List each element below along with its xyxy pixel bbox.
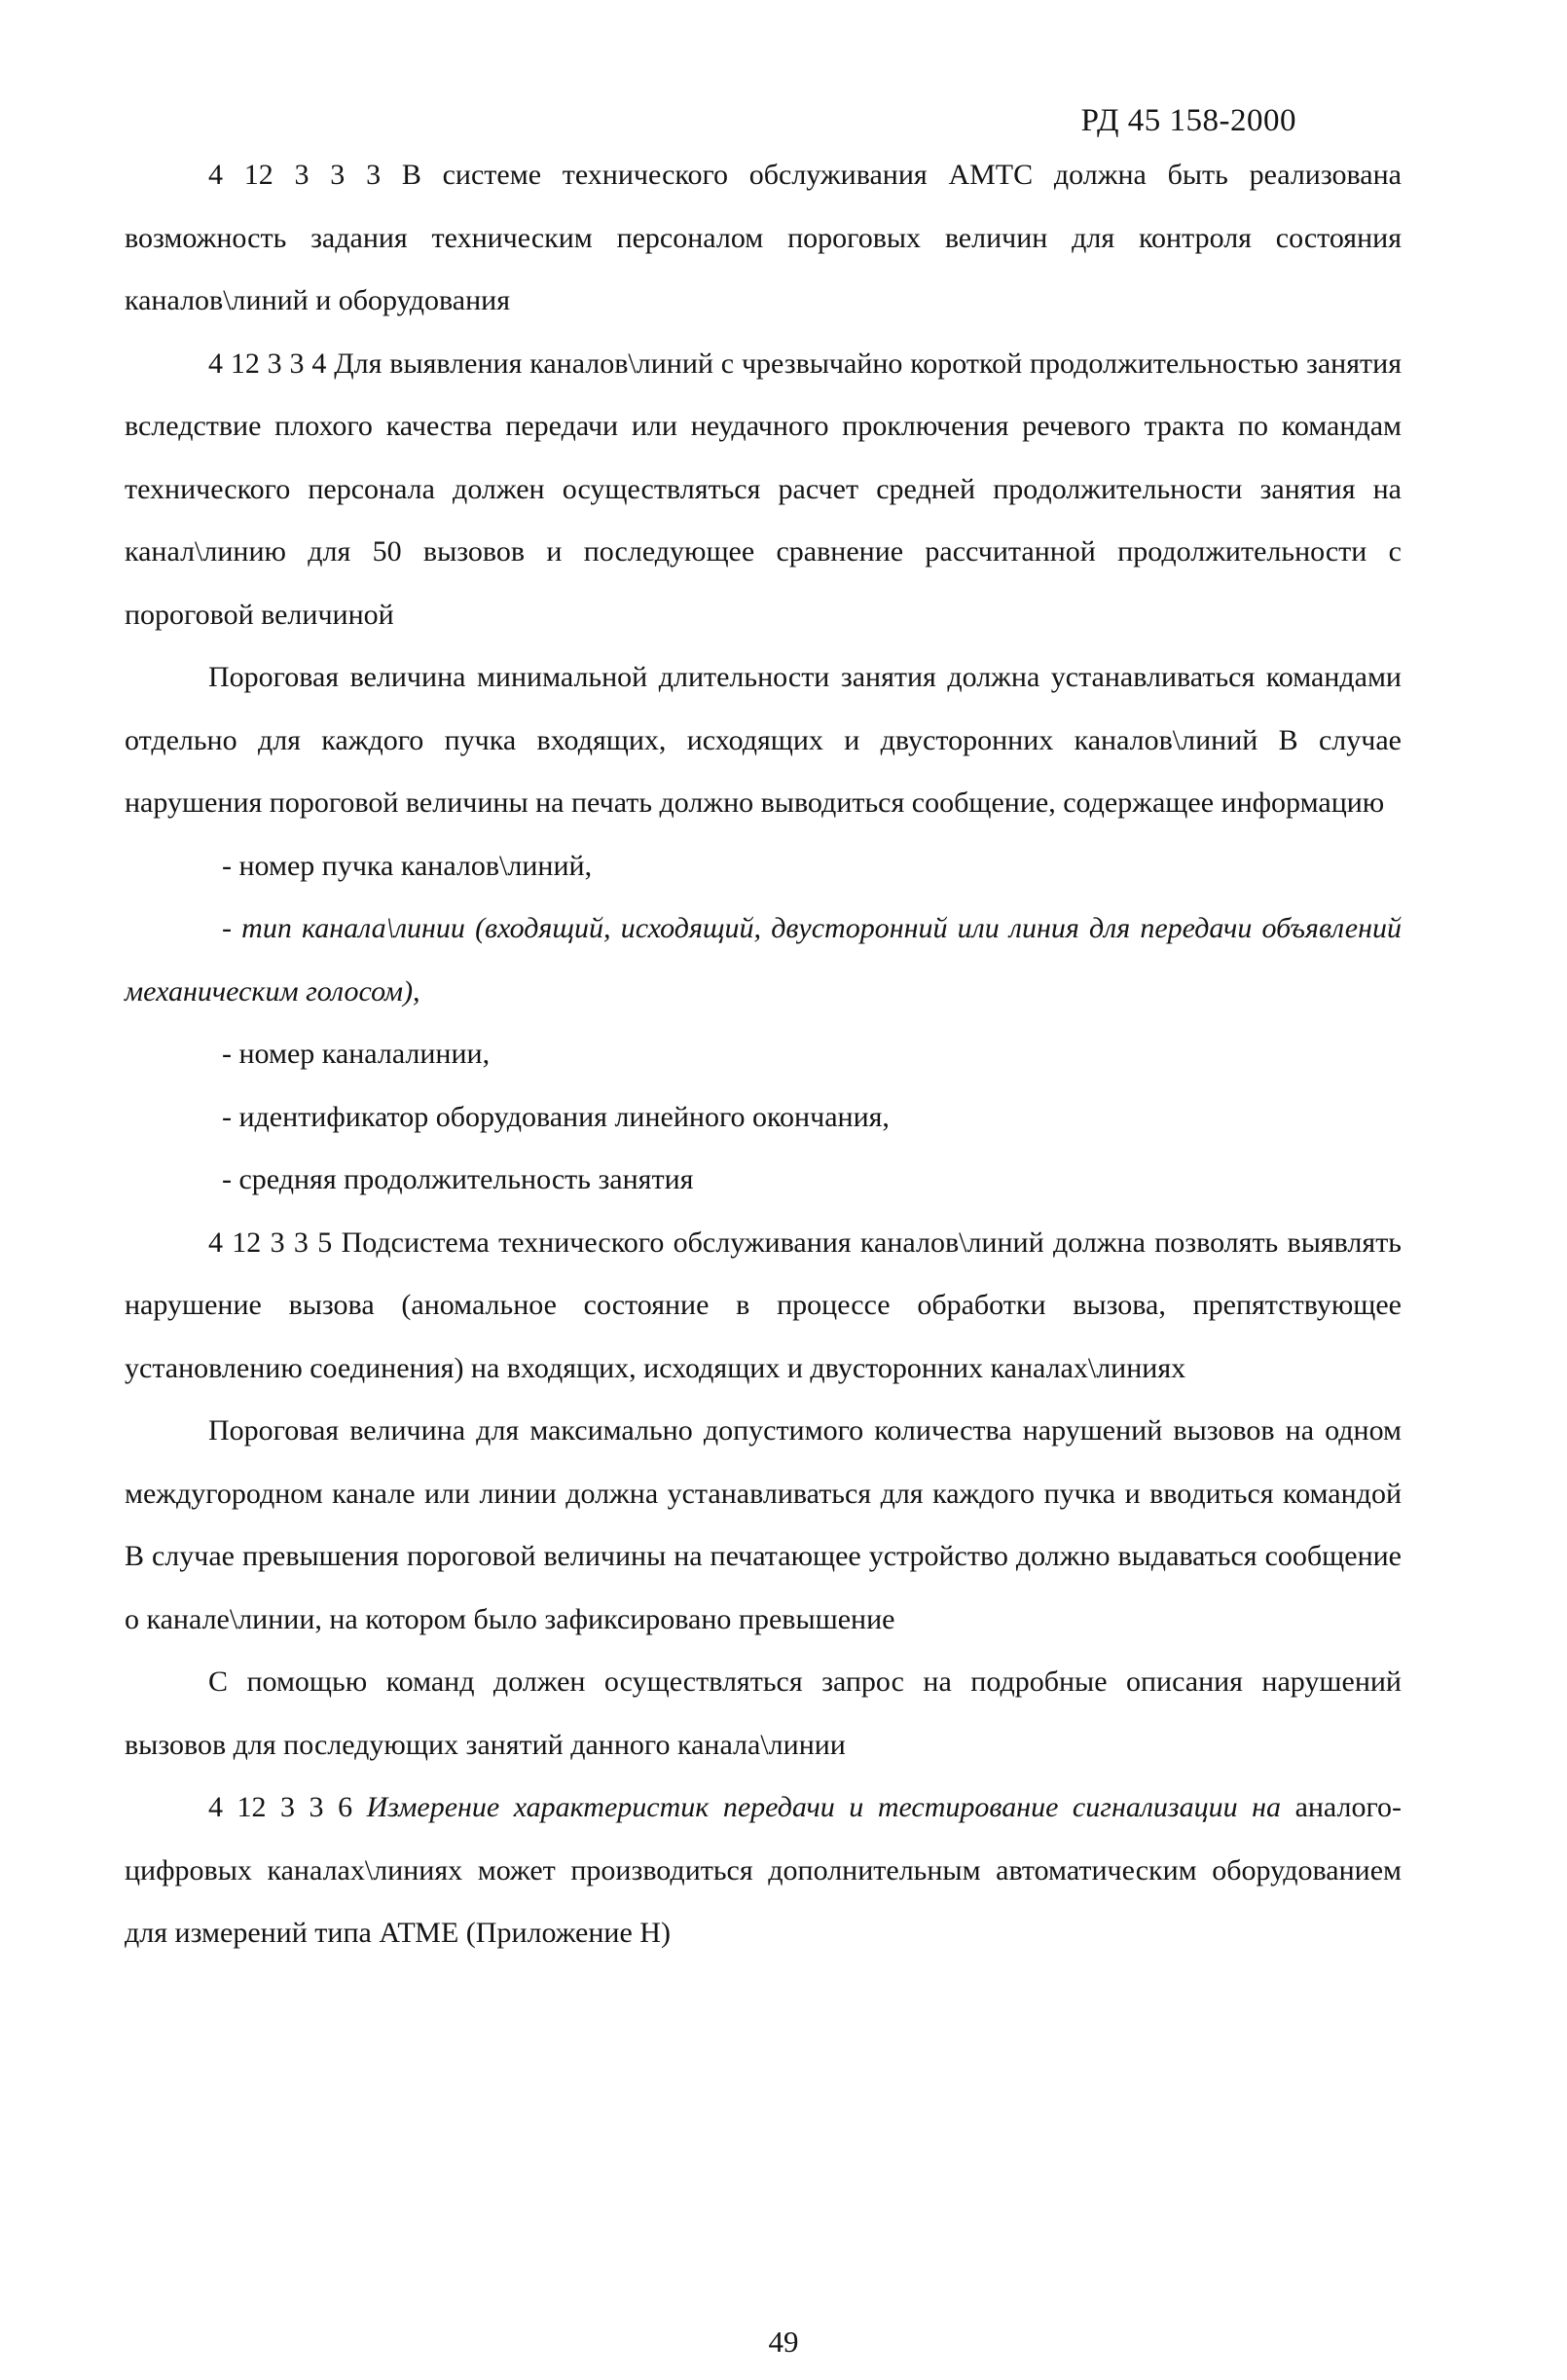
paragraph-text: Подсистема технического обслуживания каналов\линий должна позволять выявлять нарушение вызова (аномальное состояние в процессе обработки вызова, препятствующее установлению соединения) на входящих, исходящих и двусторонних каналах\линиях bbox=[125, 1226, 1402, 1384]
document-body bbox=[125, 144, 1402, 1965]
list-item: - номер каналалинии, bbox=[222, 1038, 491, 1070]
list-item: - тип канала\линии (входящий, исходящий, двусторонний или линия для передачи объявлений механическим голосом), bbox=[125, 912, 1402, 1007]
document-code: РД 45 158-2000 bbox=[1080, 103, 1296, 138]
paragraph-threshold-max-violations bbox=[125, 1400, 1402, 1651]
paragraph-italic-text: Измерение характеристик передачи и тестирование сигнализации на bbox=[366, 1791, 1282, 1823]
page-number: 49 bbox=[768, 2325, 799, 2359]
paragraph-threshold-min-duration bbox=[125, 646, 1402, 835]
paragraph-text: Для выявления каналов\линий с чрезвычайно короткой продолжительностью занятия вследствие плохого качества передачи или неудачного проключения речевого тракта по командам технического персонала должен осуществляться расчет средней продолжительности занятия на канал\линию для 50 вызовов и последующее сравнение рассчитанной продолжительности с пороговой величиной bbox=[125, 347, 1403, 631]
paragraph-text: Пороговая величина минимальной длительности занятия должна устанавливаться командами отдельно для каждого пучка входящих, исходящих и двусторонних каналов\линий В случае нарушения пороговой величины на печать должно выводиться сообщение, содержащее информацию bbox=[125, 661, 1402, 819]
paragraph-4-12-3-3-5 bbox=[125, 1212, 1402, 1401]
paragraph-violation-query bbox=[125, 1651, 1402, 1776]
list-item: - идентификатор оборудования линейного окончания, bbox=[222, 1100, 890, 1133]
list-item: - средняя продолжительность занятия bbox=[222, 1163, 694, 1195]
paragraph-4-12-3-3-4 bbox=[125, 333, 1402, 647]
paragraph-text: Пороговая величина для максимально допустимого количества нарушений вызовов на одном междугородном канале или линии должна устанавливаться для каждого пучка и вводиться командой В случае превышения пороговой величины на печатающее устройство должно выдаваться сообщение о канале\линии, на котором было зафиксировано превышение bbox=[125, 1414, 1402, 1635]
paragraph-4-12-3-3-3 bbox=[125, 144, 1402, 333]
paragraph-text: В системе технического обслуживания АМТС должна быть реализована возможность задания техническим персоналом пороговых величин для контроля состояния каналов\линий и оборудования bbox=[125, 159, 1402, 316]
clause-number: 4 12 3 3 4 bbox=[208, 347, 327, 380]
paragraph-text: аналого-цифровых каналах\линиях может производиться дополнительным автоматическим оборудованием для измерений типа АТМЕ (Приложение Н) bbox=[125, 1791, 1403, 1949]
paragraph-4-12-3-3-6 bbox=[125, 1776, 1402, 1965]
clause-number: 4 12 3 3 5 bbox=[208, 1226, 333, 1259]
clause-number: 4 12 3 3 3 bbox=[208, 159, 382, 191]
paragraph-text: С помощью команд должен осуществляться запрос на подробные описания нарушений вызовов для последующих занятий данного канала\линии bbox=[125, 1666, 1402, 1761]
list-item: - номер пучка каналов\линий, bbox=[222, 849, 593, 882]
clause-number: 4 12 3 3 6 bbox=[208, 1791, 353, 1823]
